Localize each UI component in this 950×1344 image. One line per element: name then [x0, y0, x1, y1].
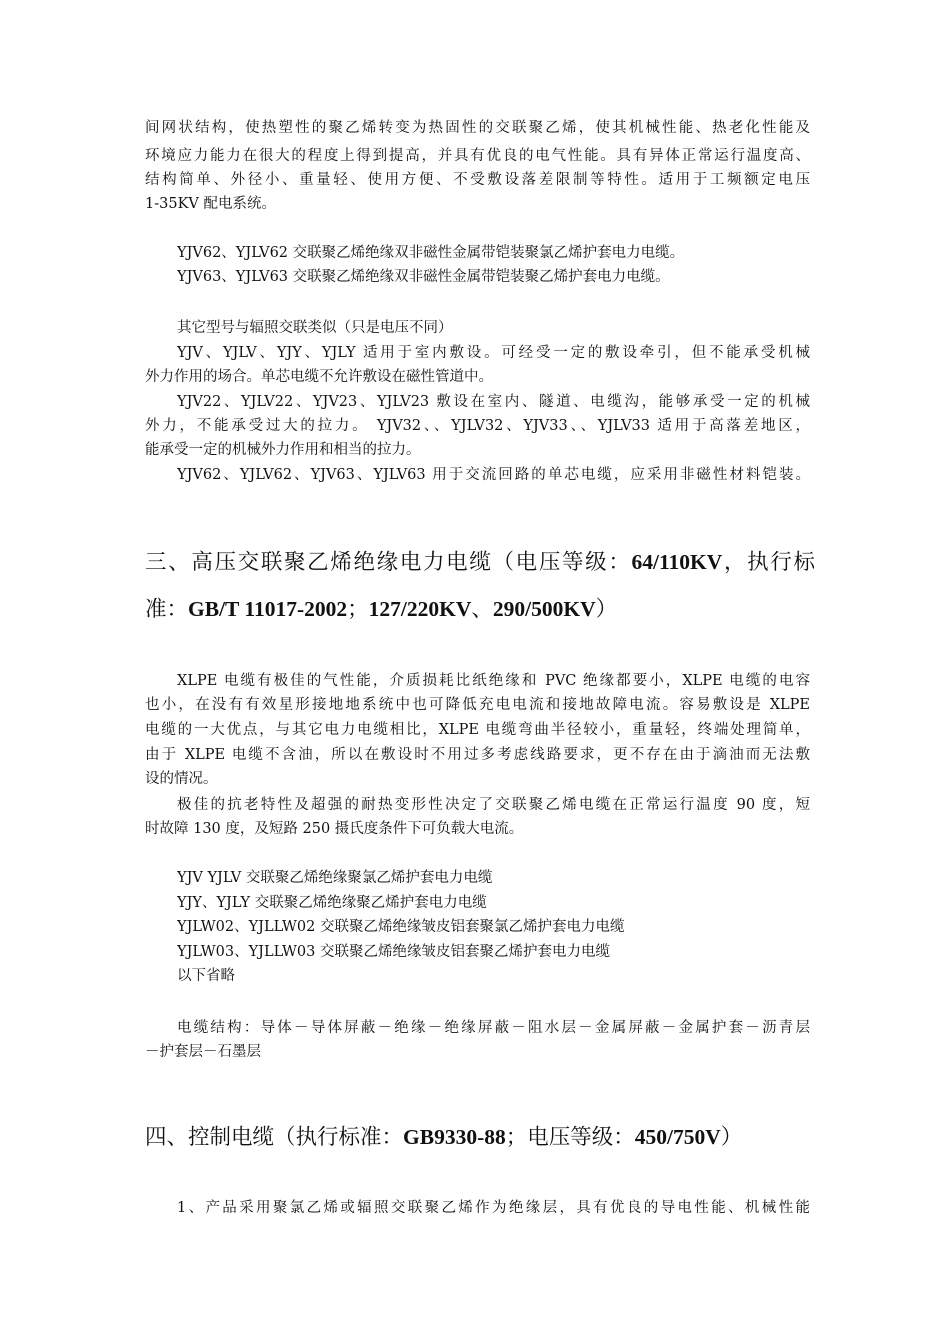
other-p1-line-1: YJV、YJLV、YJY、YJLY 适用于室内敷设。可经受一定的敷设牵引，但不能承受机械: [177, 345, 810, 361]
s3-p1-line-2: 也小，在没有有效星形接地地系统中也可降低充电电流和接地故障电流。容易敷设是 XLPE: [145, 697, 810, 713]
s3-p2-line-1: 极佳的抗老特性及超强的耐热变形性决定了交联聚乙烯电缆在正常运行温度 90 度，短: [177, 797, 810, 813]
s3-model-yjlw02: YJLW02、YJLLW02 交联聚乙烯绝缘皱皮铝套聚氯乙烯护套电力电缆: [177, 919, 625, 935]
s3-structure-line-2: －护套层－石墨层: [145, 1044, 261, 1060]
section3-heading-line-1: 三、高压交联聚乙烯绝缘电力电缆（电压等级：64/110KV，执行标: [145, 550, 815, 575]
other-p2-line-3: 能承受一定的机械外力作用和相当的拉力。: [145, 442, 421, 458]
model-yjv63: YJV63、YJLV63 交联聚乙烯绝缘双非磁性金属带铠装聚乙烯护套电力电缆。: [177, 269, 670, 285]
s3-p1-line-1: XLPE 电缆有极佳的气性能，介质损耗比纸绝缘和 PVC 绝缘都要小，XLPE 电缆的电容: [177, 673, 810, 689]
s3-model-yjy: YJY、YJLY 交联聚乙烯绝缘聚乙烯护套电力电缆: [177, 895, 487, 911]
other-models-lead: 其它型号与辐照交联类似（只是电压不同）: [177, 320, 453, 336]
s3-model-yjv: YJV YJLV 交联聚乙烯绝缘聚氯乙烯护套电力电缆: [177, 870, 493, 886]
intro-line-4: 1-35KV 配电系统。: [145, 196, 276, 212]
s3-p2-line-2: 时故障 130 度，及短路 250 摄氏度条件下可负载大电流。: [145, 821, 524, 837]
s3-model-yjlw03: YJLW03、YJLLW03 交联聚乙烯绝缘皱皮铝套聚乙烯护套电力电缆: [177, 944, 610, 960]
s3-p1-line-3: 电缆的一大优点，与其它电力电缆相比，XLPE 电缆弯曲半径较小，重量轻，终端处理简单，: [145, 722, 810, 738]
intro-line-3: 结构简单、外径小、重量轻、使用方便、不受敷设落差限制等特性。适用于工频额定电压: [145, 172, 810, 188]
other-p3: YJV62、YJLV62、YJV63、YJLV63 用于交流回路的单芯电缆，应采用非磁性材料铠装。: [177, 467, 810, 483]
other-p2-line-1: YJV22、YJLV22、YJV23、YJLV23 敷设在室内、隧道、电缆沟，能够承受一定的机械: [177, 394, 810, 410]
other-p2-line-2: 外力，不能承受过大的拉力。 YJV32、、YJLV32、YJV33、、YJLV33 适用于高落差地区，: [145, 418, 810, 434]
other-p1-line-2: 外力作用的场合。单芯电缆不允许敷设在磁性管道中。: [145, 369, 493, 385]
intro-line-1: 间网状结构，使热塑性的聚乙烯转变为热固性的交联聚乙烯，使其机械性能、热老化性能及: [145, 120, 810, 136]
section4-heading: 四、控制电缆（执行标准：GB9330-88；电压等级：450/750V）: [145, 1125, 743, 1150]
s4-p1-line-1: 1、产品采用聚氯乙烯或辐照交联聚乙烯作为绝缘层，具有优良的导电性能、机械性能: [177, 1200, 810, 1216]
s3-omitted-note: 以下省略: [177, 968, 235, 984]
model-yjv62: YJV62、YJLV62 交联聚乙烯绝缘双非磁性金属带铠装聚氯乙烯护套电力电缆。: [177, 245, 685, 261]
s3-p1-line-4: 由于 XLPE 电缆不含油，所以在敷设时不用过多考虑线路要求，更不存在由于滴油而无法敷: [145, 747, 810, 763]
section3-heading-line-2: 准：GB/T 11017-2002；127/220KV、290/500KV）: [145, 597, 618, 622]
intro-line-2: 环境应力能力在很大的程度上得到提高，并具有优良的电气性能。具有异体正常运行温度高、: [145, 148, 810, 164]
s3-structure-line-1: 电缆结构：导体－导体屏蔽－绝缘－绝缘屏蔽－阻水层－金属屏蔽－金属护套－沥青层: [177, 1020, 810, 1036]
s3-p1-line-5: 设的情况。: [145, 771, 218, 787]
